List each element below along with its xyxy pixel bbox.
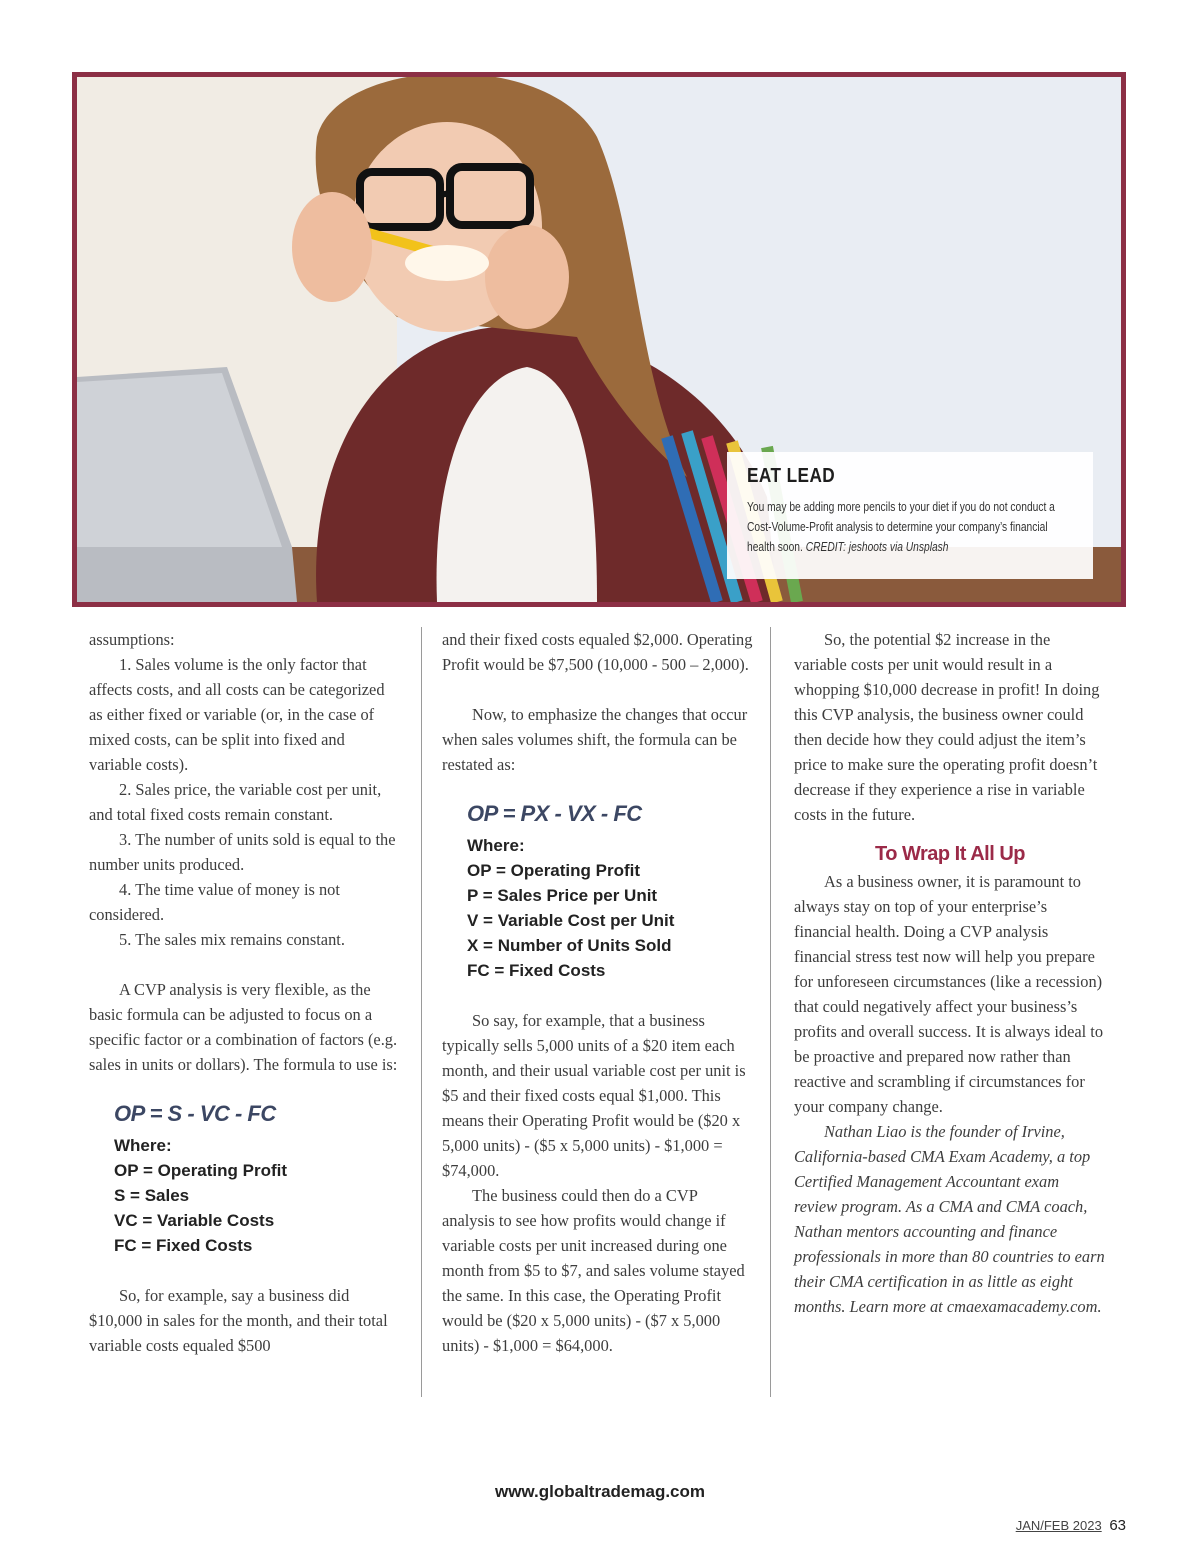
column-divider xyxy=(421,627,422,1397)
formula-box xyxy=(442,799,754,983)
formula-where: Where: xyxy=(114,1136,172,1155)
hero-photo xyxy=(72,72,1126,607)
paragraph: So, for example, say a business did $10,000 in sales for the month, and their total variable costs equaled $500 xyxy=(89,1286,388,1355)
paragraph: and their fixed costs equaled $2,000. Operating Profit would be $7,500 (10,000 - 500 – 2,000). xyxy=(442,630,753,674)
formula-line: X = Number of Units Sold xyxy=(467,936,672,955)
formula-line: VC = Variable Costs xyxy=(114,1211,275,1230)
caption-text xyxy=(747,497,1059,557)
article-column-3 xyxy=(794,627,1106,1319)
paragraph: So say, for example, that a business typically sells 5,000 units of a $20 item each month, and their usual variable cost per unit is $5 and their fixed costs equal $1,000. This means their Operating Profit would be ($20 x 5,000 units) - ($5 x 5,000 units) - $1,000 = $74,000. xyxy=(442,1011,746,1180)
author-bio: Nathan Liao is the founder of Irvine, California-based CMA Exam Academy, a top Certified Management Accountant exam review program. As a CMA and CMA coach, Nathan mentors accounting and finance professionals in more than 80 countries to earn their CMA certification in as little as eight months. Learn more at cmaexamacademy.com. xyxy=(794,1122,1105,1316)
section-heading: To Wrap It All Up xyxy=(874,843,1025,865)
footer-website: www.globaltrademag.com xyxy=(494,1482,706,1501)
paragraph: A CVP analysis is very flexible, as the basic formula can be adjusted to focus on a specific factor or a combination of factors (e.g. sales in units or dollars). The formula to use is: xyxy=(89,980,398,1074)
page-number: 63 xyxy=(1109,1517,1126,1534)
paragraph: 4. The time value of money is not considered. xyxy=(89,880,340,924)
column-divider xyxy=(770,627,771,1397)
article-column-2 xyxy=(442,627,754,1358)
formula-title: OP = S - VC - FC xyxy=(114,1101,276,1126)
formula-line: S = Sales xyxy=(114,1186,190,1205)
formula-title: OP = PX - VX - FC xyxy=(467,801,642,826)
photo-caption xyxy=(727,452,1093,579)
caption-body: You may be adding more pencils to your diet if you do not conduct a Cost-Volume-Profit analysis to determine your company’s financial health soon. xyxy=(747,500,1055,554)
paragraph: The business could then do a CVP analysis to see how profits would change if variable costs per unit increased during one month from $5 to $7, and sales volume stayed the same. In this case, the Operating Profit would be ($20 x 5,000 units) - ($7 x 5,000 units) - $1,000 = $64,000. xyxy=(442,1186,745,1355)
formula-line: FC = Fixed Costs xyxy=(114,1236,253,1255)
formula-line: OP = Operating Profit xyxy=(467,861,641,880)
paragraph: 1. Sales volume is the only factor that affects costs, and all costs can be categorized as either fixed or variable (or, in the case of mixed costs, can be split into fixed and variable costs). xyxy=(89,655,385,774)
formula-line: P = Sales Price per Unit xyxy=(467,886,658,905)
paragraph: So, the potential $2 increase in the variable costs per unit would result in a whopping $10,000 decrease in profit! In doing this CVP analysis, the business owner could then decide how they could adjust the item’s price to make sure the operating profit doesn’t decrease if they experience a rise in variable costs in the future. xyxy=(794,630,1100,824)
paragraph: 5. The sales mix remains constant. xyxy=(119,930,345,949)
paragraph: As a business owner, it is paramount to always stay on top of your enterprise’s financial health. Doing a CVP analysis financial stress test now will help you prepare for unforeseen circumstances (like a recession) that could negatively affect your business’s profits and overall success. It is always ideal to be proactive and prepared now rather than reactive and scrambling if circumstances for your company change. xyxy=(794,872,1104,1116)
footer-issue xyxy=(1016,1517,1126,1534)
paragraph: Now, to emphasize the changes that occur when sales volumes shift, the formula can be restated as: xyxy=(442,705,748,774)
issue-date: JAN/FEB 2023 xyxy=(1015,1518,1102,1533)
paragraph: assumptions: xyxy=(89,630,175,649)
formula-where: Where: xyxy=(467,836,525,855)
paragraph: 3. The number of units sold is equal to the number units produced. xyxy=(89,830,396,874)
caption-credit: CREDIT: jeshoots via Unsplash xyxy=(805,540,949,554)
article-column-1 xyxy=(89,627,399,1358)
formula-line: OP = Operating Profit xyxy=(114,1161,288,1180)
formula-box xyxy=(89,1099,399,1258)
formula-line: FC = Fixed Costs xyxy=(467,961,606,980)
formula-line: V = Variable Cost per Unit xyxy=(467,911,675,930)
paragraph: 2. Sales price, the variable cost per unit, and total fixed costs remain constant. xyxy=(89,780,382,824)
caption-title: EAT LEAD xyxy=(747,465,836,487)
